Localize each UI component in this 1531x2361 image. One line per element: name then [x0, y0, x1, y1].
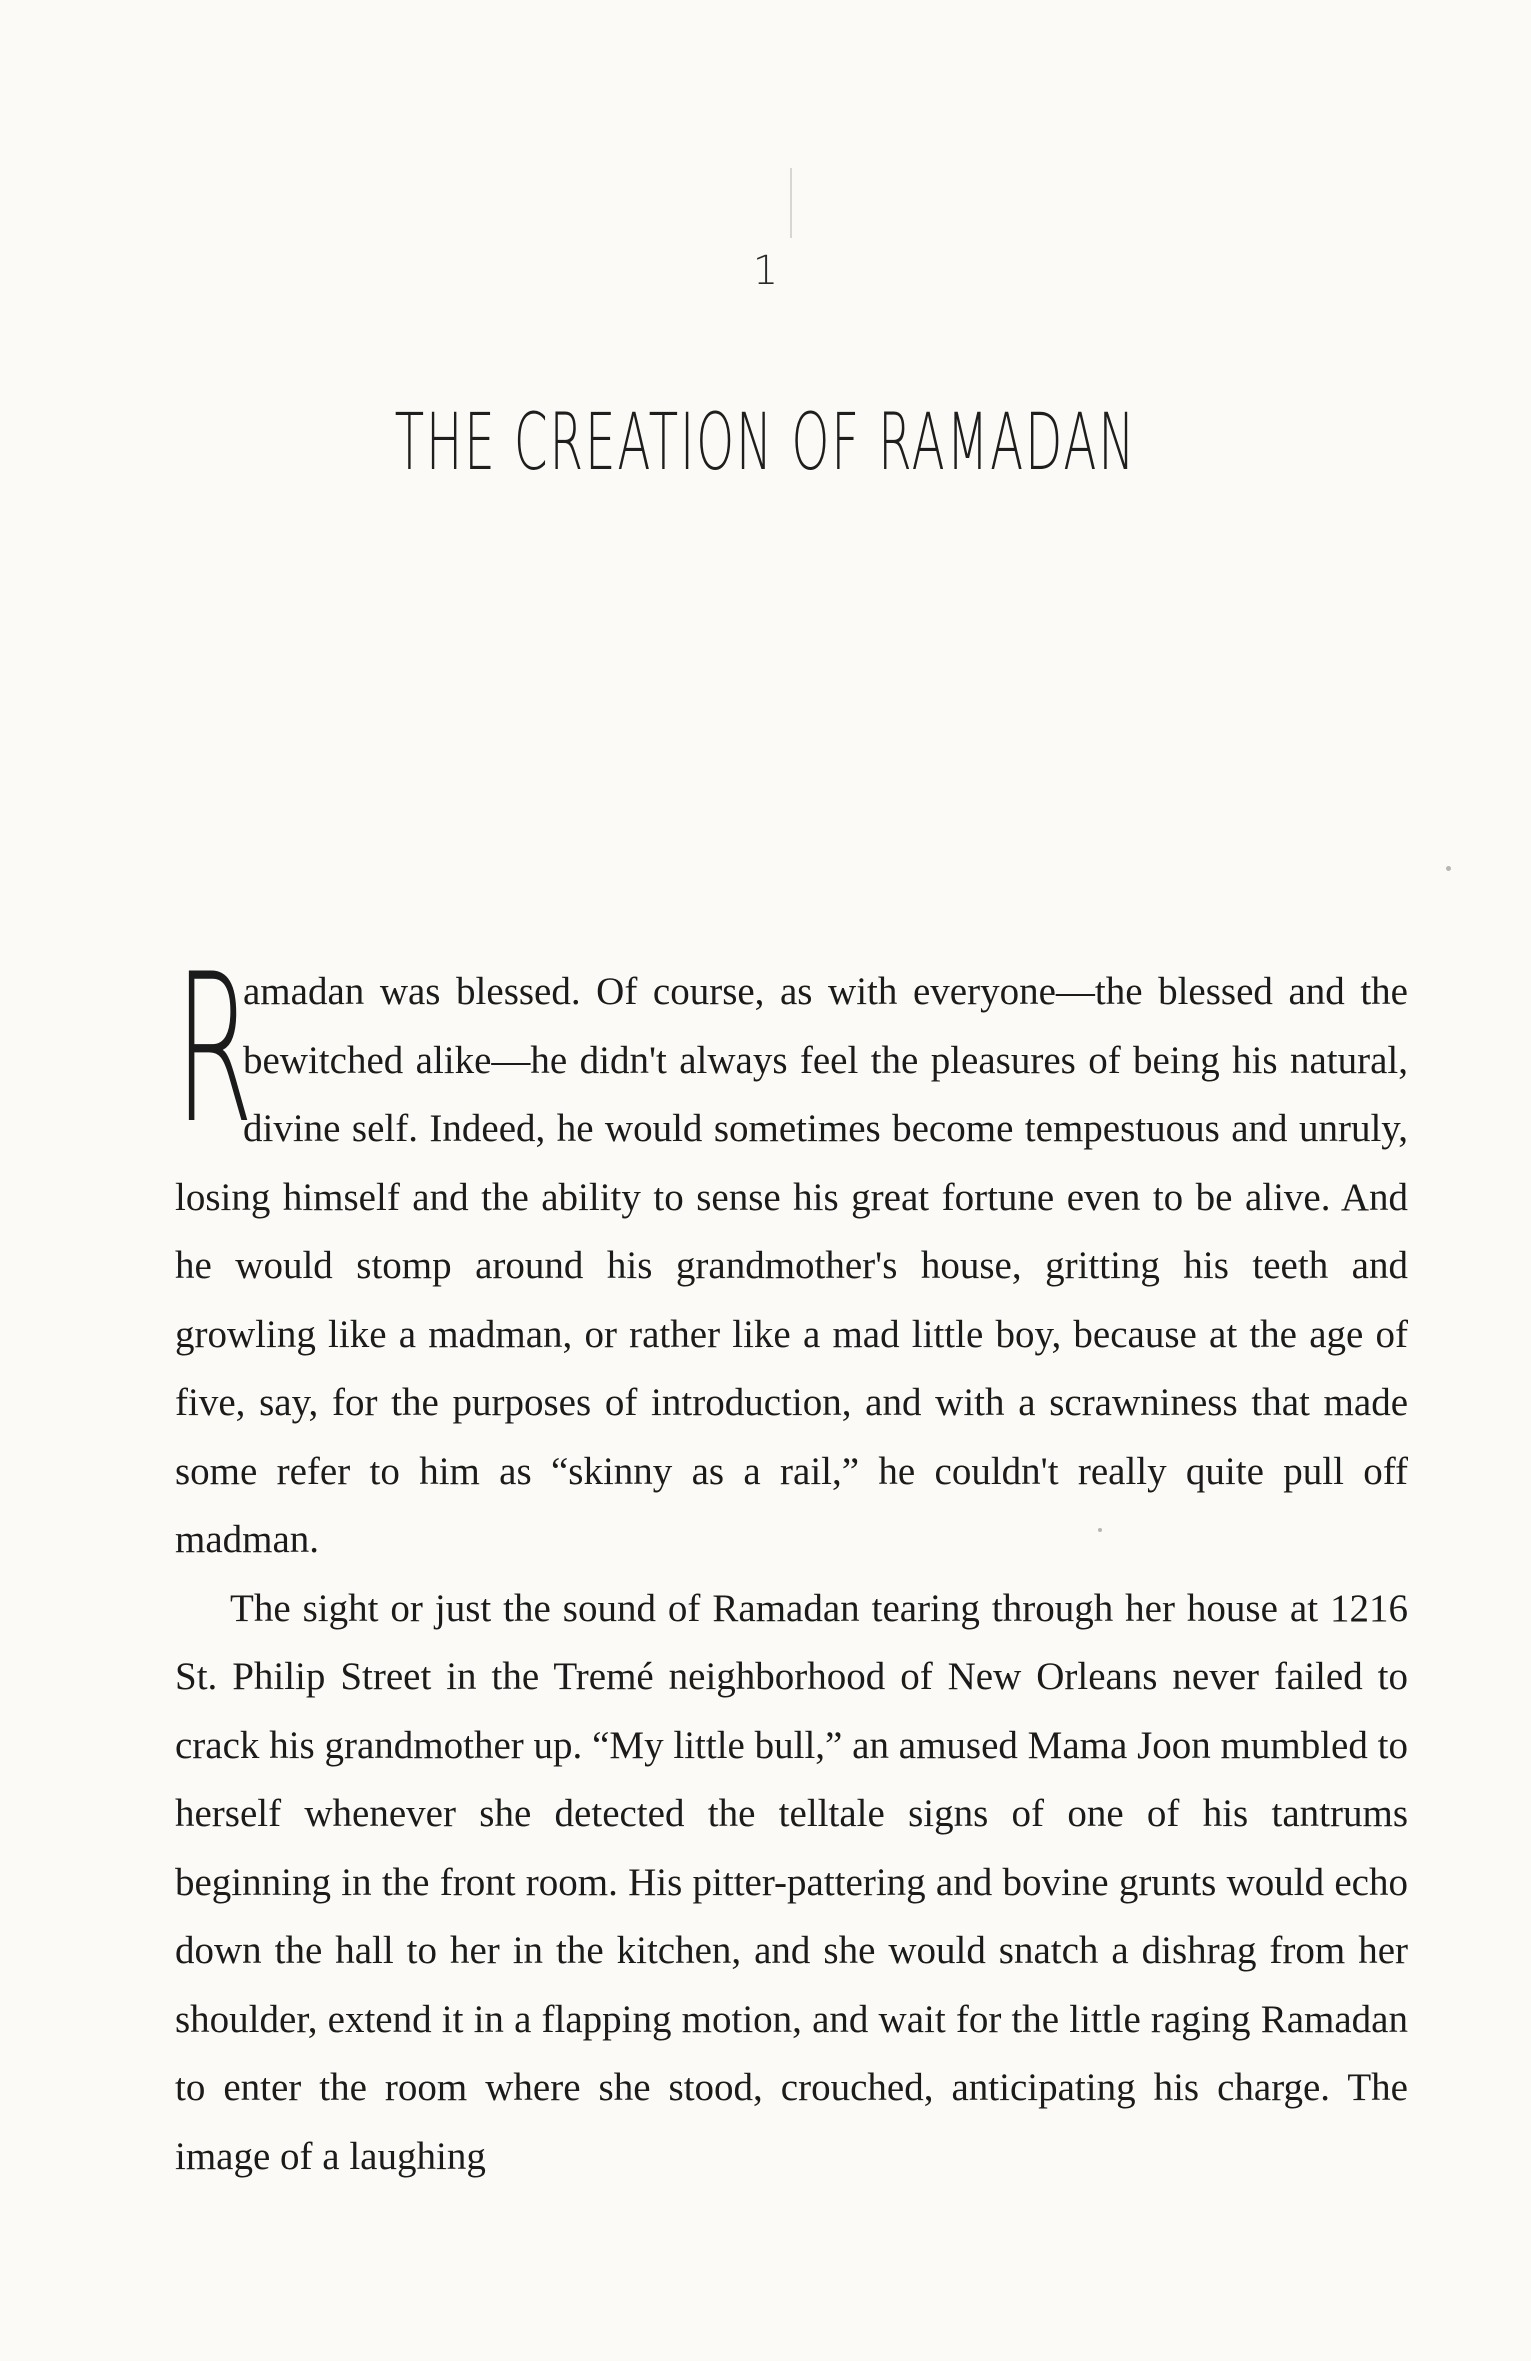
page-speck [1446, 866, 1451, 871]
paragraph-1-text: amadan was blessed. Of course, as with everyone—the blessed and the bewitched alike—he didn't always feel the pleasures of being his natural, divine self. Indeed, he would sometimes become tempestuous and unruly, losing himself and the ability to sense his great fortune even to be alive. And he would stomp around his grandmother's house, gritting his teeth and growling like a madman, or rather like a mad little boy, because at the age of five, say, for the purposes of introduction, and with a scrawniness that made some refer to him as “skinny as a rail,” he couldn't really quite pull off madman. [175, 970, 1408, 1561]
chapter-number: 1 [752, 248, 779, 294]
page-crease-mark [790, 168, 792, 238]
paragraph-1 [175, 931, 1408, 1575]
drop-cap: R [175, 931, 254, 1169]
chapter-title: THE CREATION OF RAMADAN [394, 398, 1137, 488]
paragraph-2: The sight or just the sound of Ramadan tearing through her house at 1216 St. Philip Street in the Tremé neighborhood of New Orleans never failed to crack his grandmother up. “My little bull,” an amused Mama Joon mumbled to herself whenever she detected the telltale signs of one of his tantrums beginning in the front room. His pitter-pattering and bovine grunts would echo down the hall to her in the kitchen, and she would snatch a dishrag from her shoulder, extend it in a flapping motion, and wait for the little raging Ramadan to enter the room where she stood, crouched, anticipating his charge. The image of a laughing [175, 1586, 1408, 2178]
chapter-body [175, 931, 1408, 2191]
